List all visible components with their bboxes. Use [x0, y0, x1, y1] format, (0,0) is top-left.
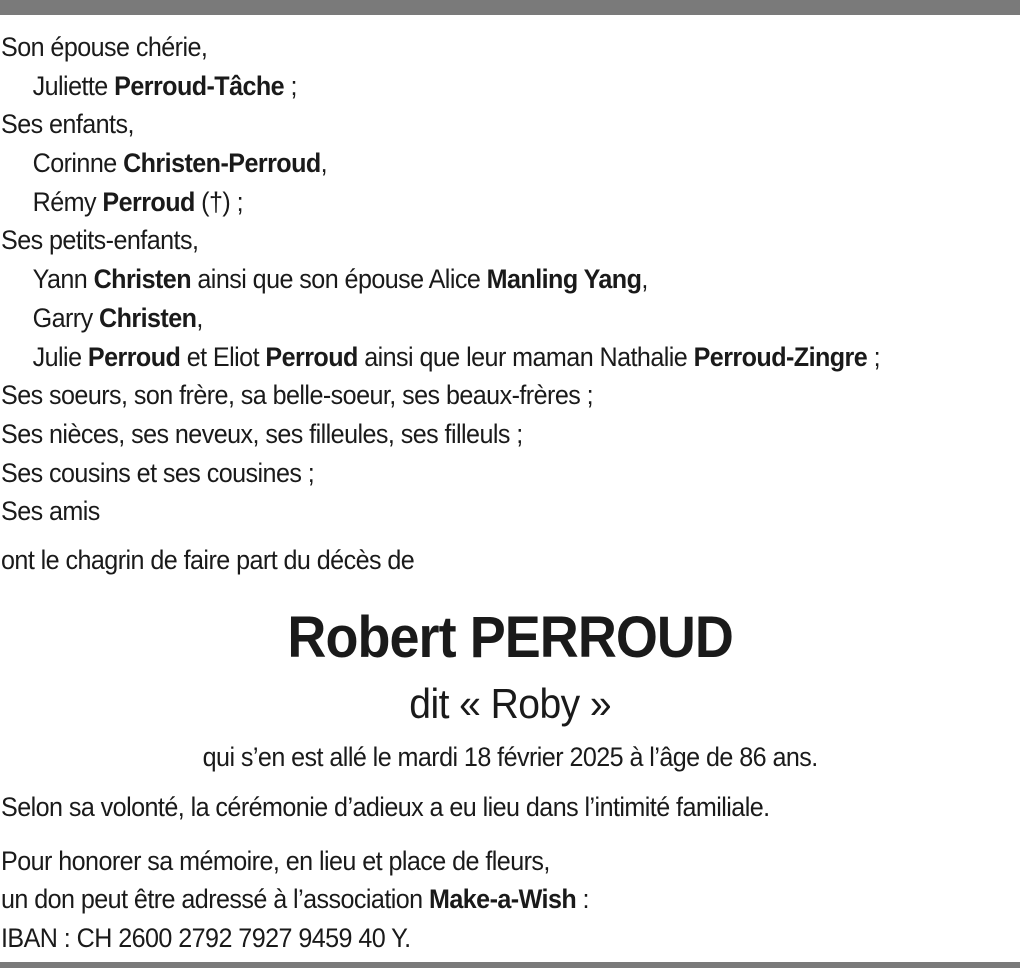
cousins-line: Ses cousins et ses cousines ;: [1, 457, 315, 488]
friends-line: Ses amis: [1, 496, 100, 527]
children-intro: Ses enfants,: [1, 109, 134, 140]
grandchild-line: Julie Perroud et Eliot Perroud ainsi que leur maman Nathalie Perroud-Zingre ;: [32, 341, 881, 372]
grandchild-line: Yann Christen ainsi que son épouse Alice Manling Yang,: [32, 264, 648, 295]
deceased-name: Robert PERROUD: [287, 604, 733, 670]
grandchild-line: Garry Christen,: [32, 302, 203, 333]
ceremony-line: Selon sa volonté, la cérémonie d’adieux a eu lieu dans l’intimité familiale.: [1, 791, 770, 822]
bottom-rule: [0, 962, 1020, 968]
siblings-line: Ses soeurs, son frère, sa belle-soeur, ses beaux-frères ;: [1, 380, 594, 411]
donation-line: Pour honorer sa mémoire, en lieu et place de fleurs,: [1, 845, 550, 876]
spouse-intro: Son épouse chérie,: [1, 32, 208, 62]
passing-line: qui s’en est allé le mardi 18 février 2025 à l’âge de 86 ans.: [202, 741, 818, 772]
top-rule: [0, 0, 1020, 15]
spouse-line: Juliette Perroud-Tâche ;: [32, 70, 297, 101]
iban-line: IBAN : CH 2600 2792 7927 9459 40 Y.: [1, 923, 411, 953]
child-line: Rémy Perroud (†) ;: [32, 186, 244, 217]
nieces-line: Ses nièces, ses neveux, ses filleules, ses filleuls ;: [1, 418, 523, 449]
deceased-alias: dit « Roby »: [409, 679, 612, 727]
announcement-line: ont le chagrin de faire part du décès de: [1, 544, 415, 575]
obituary-body: [1, 28, 1019, 958]
child-line: Corinne Christen-Perroud,: [32, 148, 328, 179]
donation-line: un don peut être adressé à l’association Make-a-Wish :: [1, 884, 589, 915]
grandchildren-intro: Ses petits-enfants,: [1, 225, 199, 256]
